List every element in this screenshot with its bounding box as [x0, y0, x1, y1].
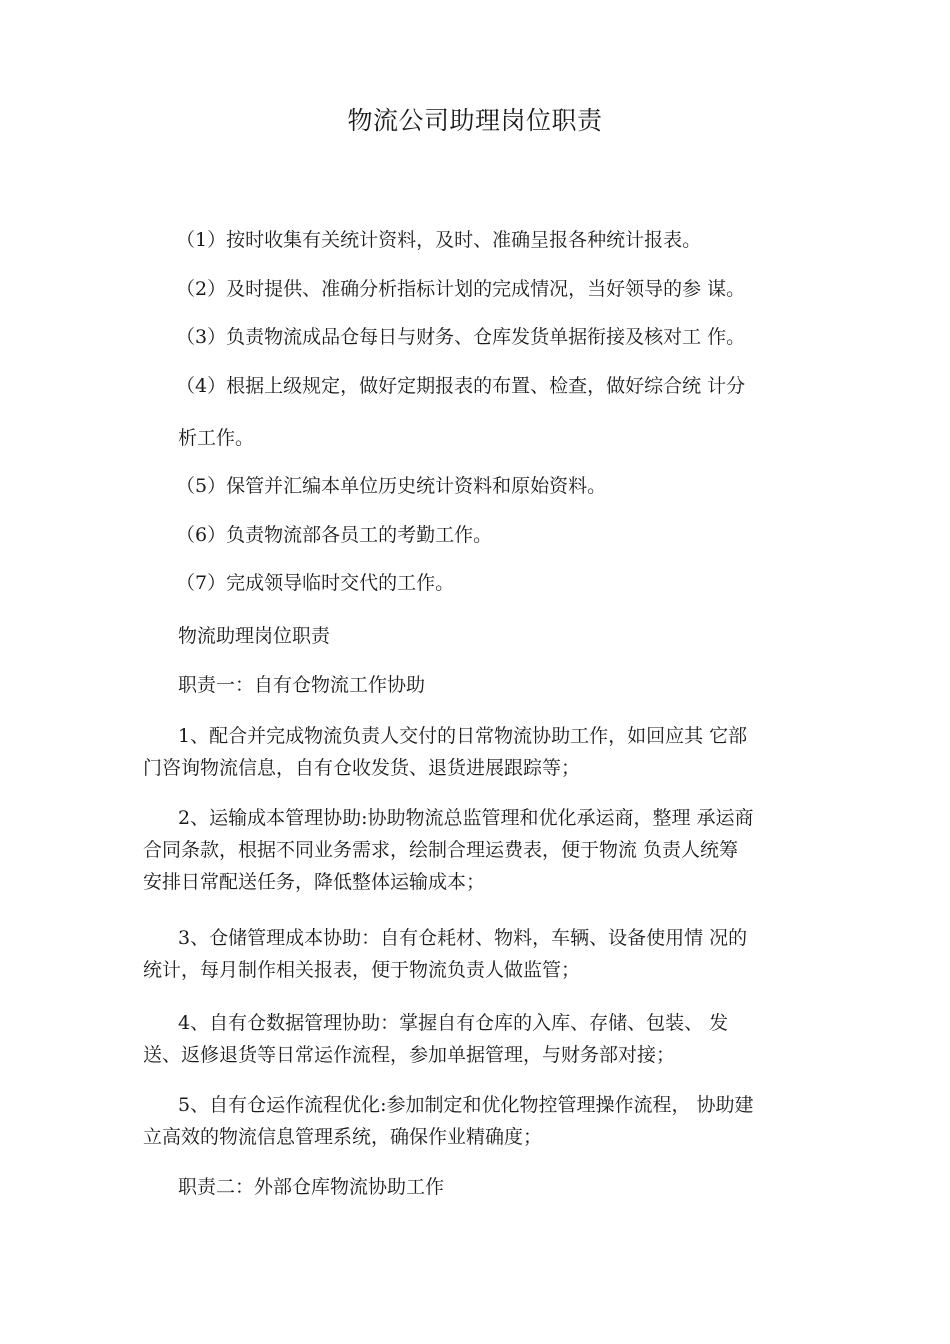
- paragraph-2: [143, 802, 833, 898]
- paragraph-5: [143, 1089, 833, 1153]
- document-title: 物流公司助理岗位职责: [347, 106, 603, 135]
- numbered-duty-list: [176, 228, 836, 620]
- paragraph-1-line-2: 门咨询物流信息，自有仓收发货、退货进展跟踪等；: [143, 757, 581, 779]
- paragraph-2-line-1: 2、运输成本管理协助:协助物流总监管理和优化承运商，整理 承运商: [178, 807, 754, 829]
- list-item-7: （7）完成领导临时交代的工作。: [176, 572, 455, 594]
- paragraph-4-line-2: 送、返修退货等日常运作流程，参加单据管理，与财务部对接；: [143, 1044, 676, 1066]
- paragraph-3-line-1: 3、仓储管理成本协助：自有仓耗材、物料，车辆、设备使用情 况的: [178, 927, 748, 949]
- paragraph-4: [143, 1007, 833, 1071]
- list-item-1: （1）按时收集有关统计资料，及时、准确呈报各种统计报表。: [176, 229, 702, 251]
- list-item-4: （4）根据上级规定，做好定期报表的布置、检查，做好综合统 计分: [176, 374, 746, 397]
- duty-two-title: 职责二：外部仓库物流协助工作: [178, 1176, 445, 1198]
- list-item-4-continued: 析工作。: [178, 426, 255, 449]
- list-item-6: （6）负责物流部各员工的考勤工作。: [176, 523, 493, 546]
- paragraph-5-line-1: 5、自有仓运作流程优化:参加制定和优化物控管理操作流程， 协助建: [178, 1094, 754, 1116]
- paragraph-5-line-2: 立高效的物流信息管理系统，确保作业精确度；: [143, 1126, 543, 1148]
- paragraph-1-line-1: 1、配合并完成物流负责人交付的日常物流协助工作，如回应其 它部: [178, 725, 748, 747]
- paragraph-3: [143, 922, 833, 986]
- paragraph-4-line-1: 4、自有仓数据管理协助：掌握自有仓库的入库、存储、包装、 发: [178, 1012, 729, 1034]
- section-title: 物流助理岗位职责: [178, 625, 331, 647]
- duty-one-title: 职责一：自有仓物流工作协助: [178, 674, 426, 696]
- list-item-3: （3）负责物流成品仓每日与财务、仓库发货单据衔接及核对工 作。: [176, 326, 746, 348]
- paragraph-3-line-2: 统计，每月制作相关报表，便于物流负责人做监管；: [143, 959, 581, 981]
- list-item-2: （2）及时提供、准确分析指标计划的完成情况，当好领导的参 谋。: [176, 277, 746, 300]
- paragraph-2-line-2: 合同条款，根据不同业务需求，绘制合理运费表，便于物流 负责人统筹: [143, 839, 739, 861]
- paragraph-1: [143, 720, 833, 784]
- paragraph-2-line-3: 安排日常配送任务，降低整体运输成本；: [143, 871, 486, 893]
- list-item-5: （5）保管并汇编本单位历史统计资料和原始资料。: [176, 475, 607, 497]
